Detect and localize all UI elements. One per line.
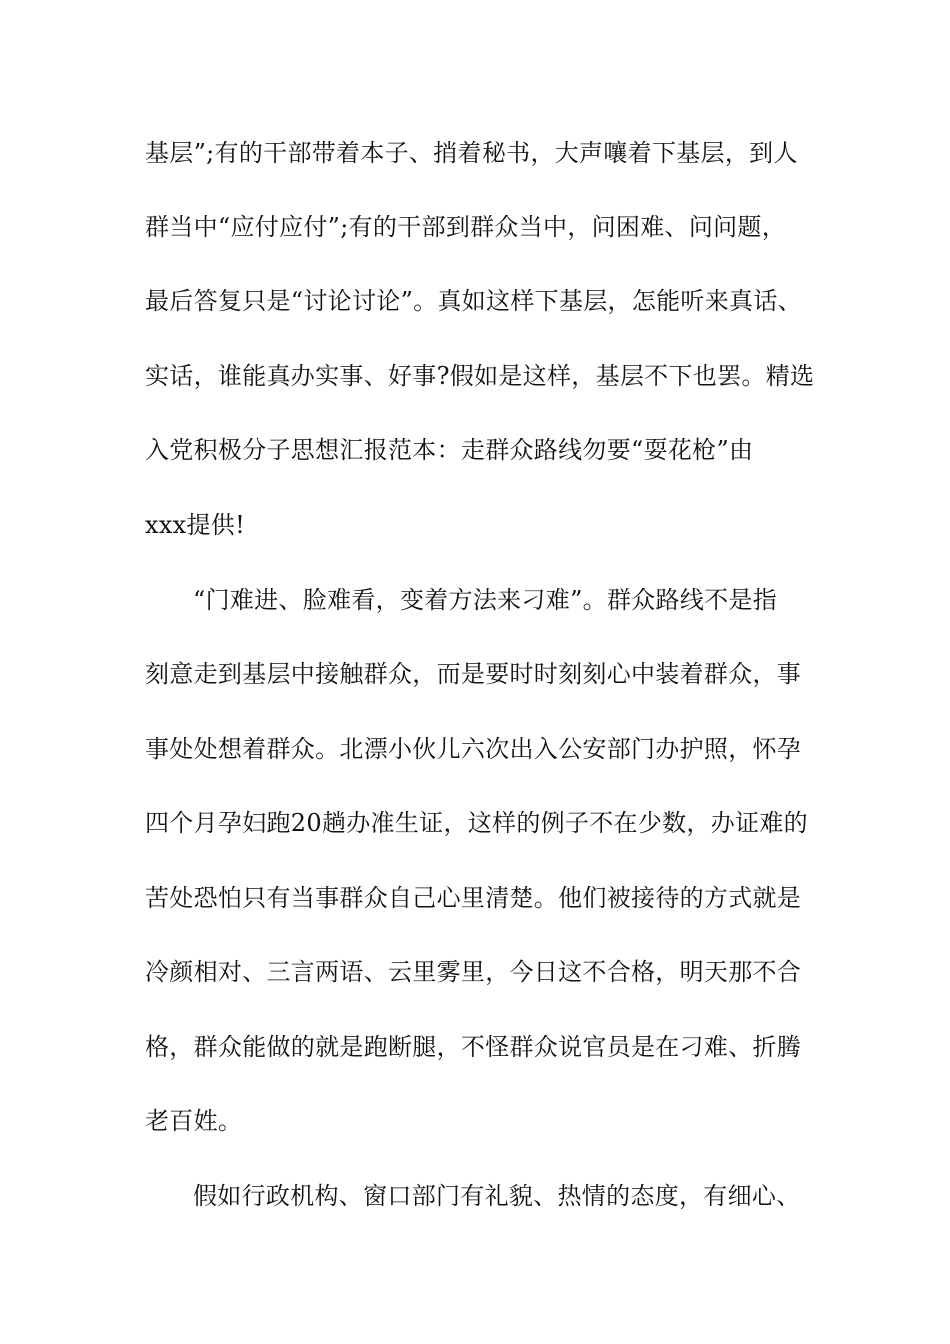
text-line: “门难进、脸难看，变着方法来刁难”。群众路线不是指 [193,586,778,614]
text-line: 最后答复只是“讨论讨论”。真如这样下基层，怎能听来真话、 [145,287,802,315]
text-line: xxx提供! [145,511,246,539]
text-line: 刻意走到基层中接触群众，而是要时时刻刻心中装着群众，事 [145,660,802,688]
text-line: 实话，谁能真办实事、好事?假如是这样，基层不下也罢。精选 [145,362,815,390]
text-line: 四个月孕妇跑20趟办准生证，这样的例子不在少数，办证难的 [145,809,808,837]
text-line: 格，群众能做的就是跑断腿，不怪群众说官员是在刁难、折腾 [145,1033,802,1061]
text-line: 群当中“应付应付”;有的干部到群众当中，问困难、问问题， [145,213,787,241]
text-line: 基层”;有的干部带着本子、捎着秘书，大声嚷着下基层，到人 [145,139,798,167]
text-line: 老百姓。 [145,1107,243,1135]
text-line: 苦处恐怕只有当事群众自己心里清楚。他们被接待的方式就是 [145,884,802,912]
text-line: 事处处想着群众。北漂小伙儿六次出入公安部门办护照，怀孕 [145,735,802,763]
text-line: 假如行政机构、窗口部门有礼貌、热情的态度，有细心、 [193,1182,801,1210]
text-line: 冷颜相对、三言两语、云里雾里，今日这不合格，明天那不合 [145,958,802,986]
text-line: 入党积极分子思想汇报范本：走群众路线勿要“耍花枪”由 [145,436,754,464]
